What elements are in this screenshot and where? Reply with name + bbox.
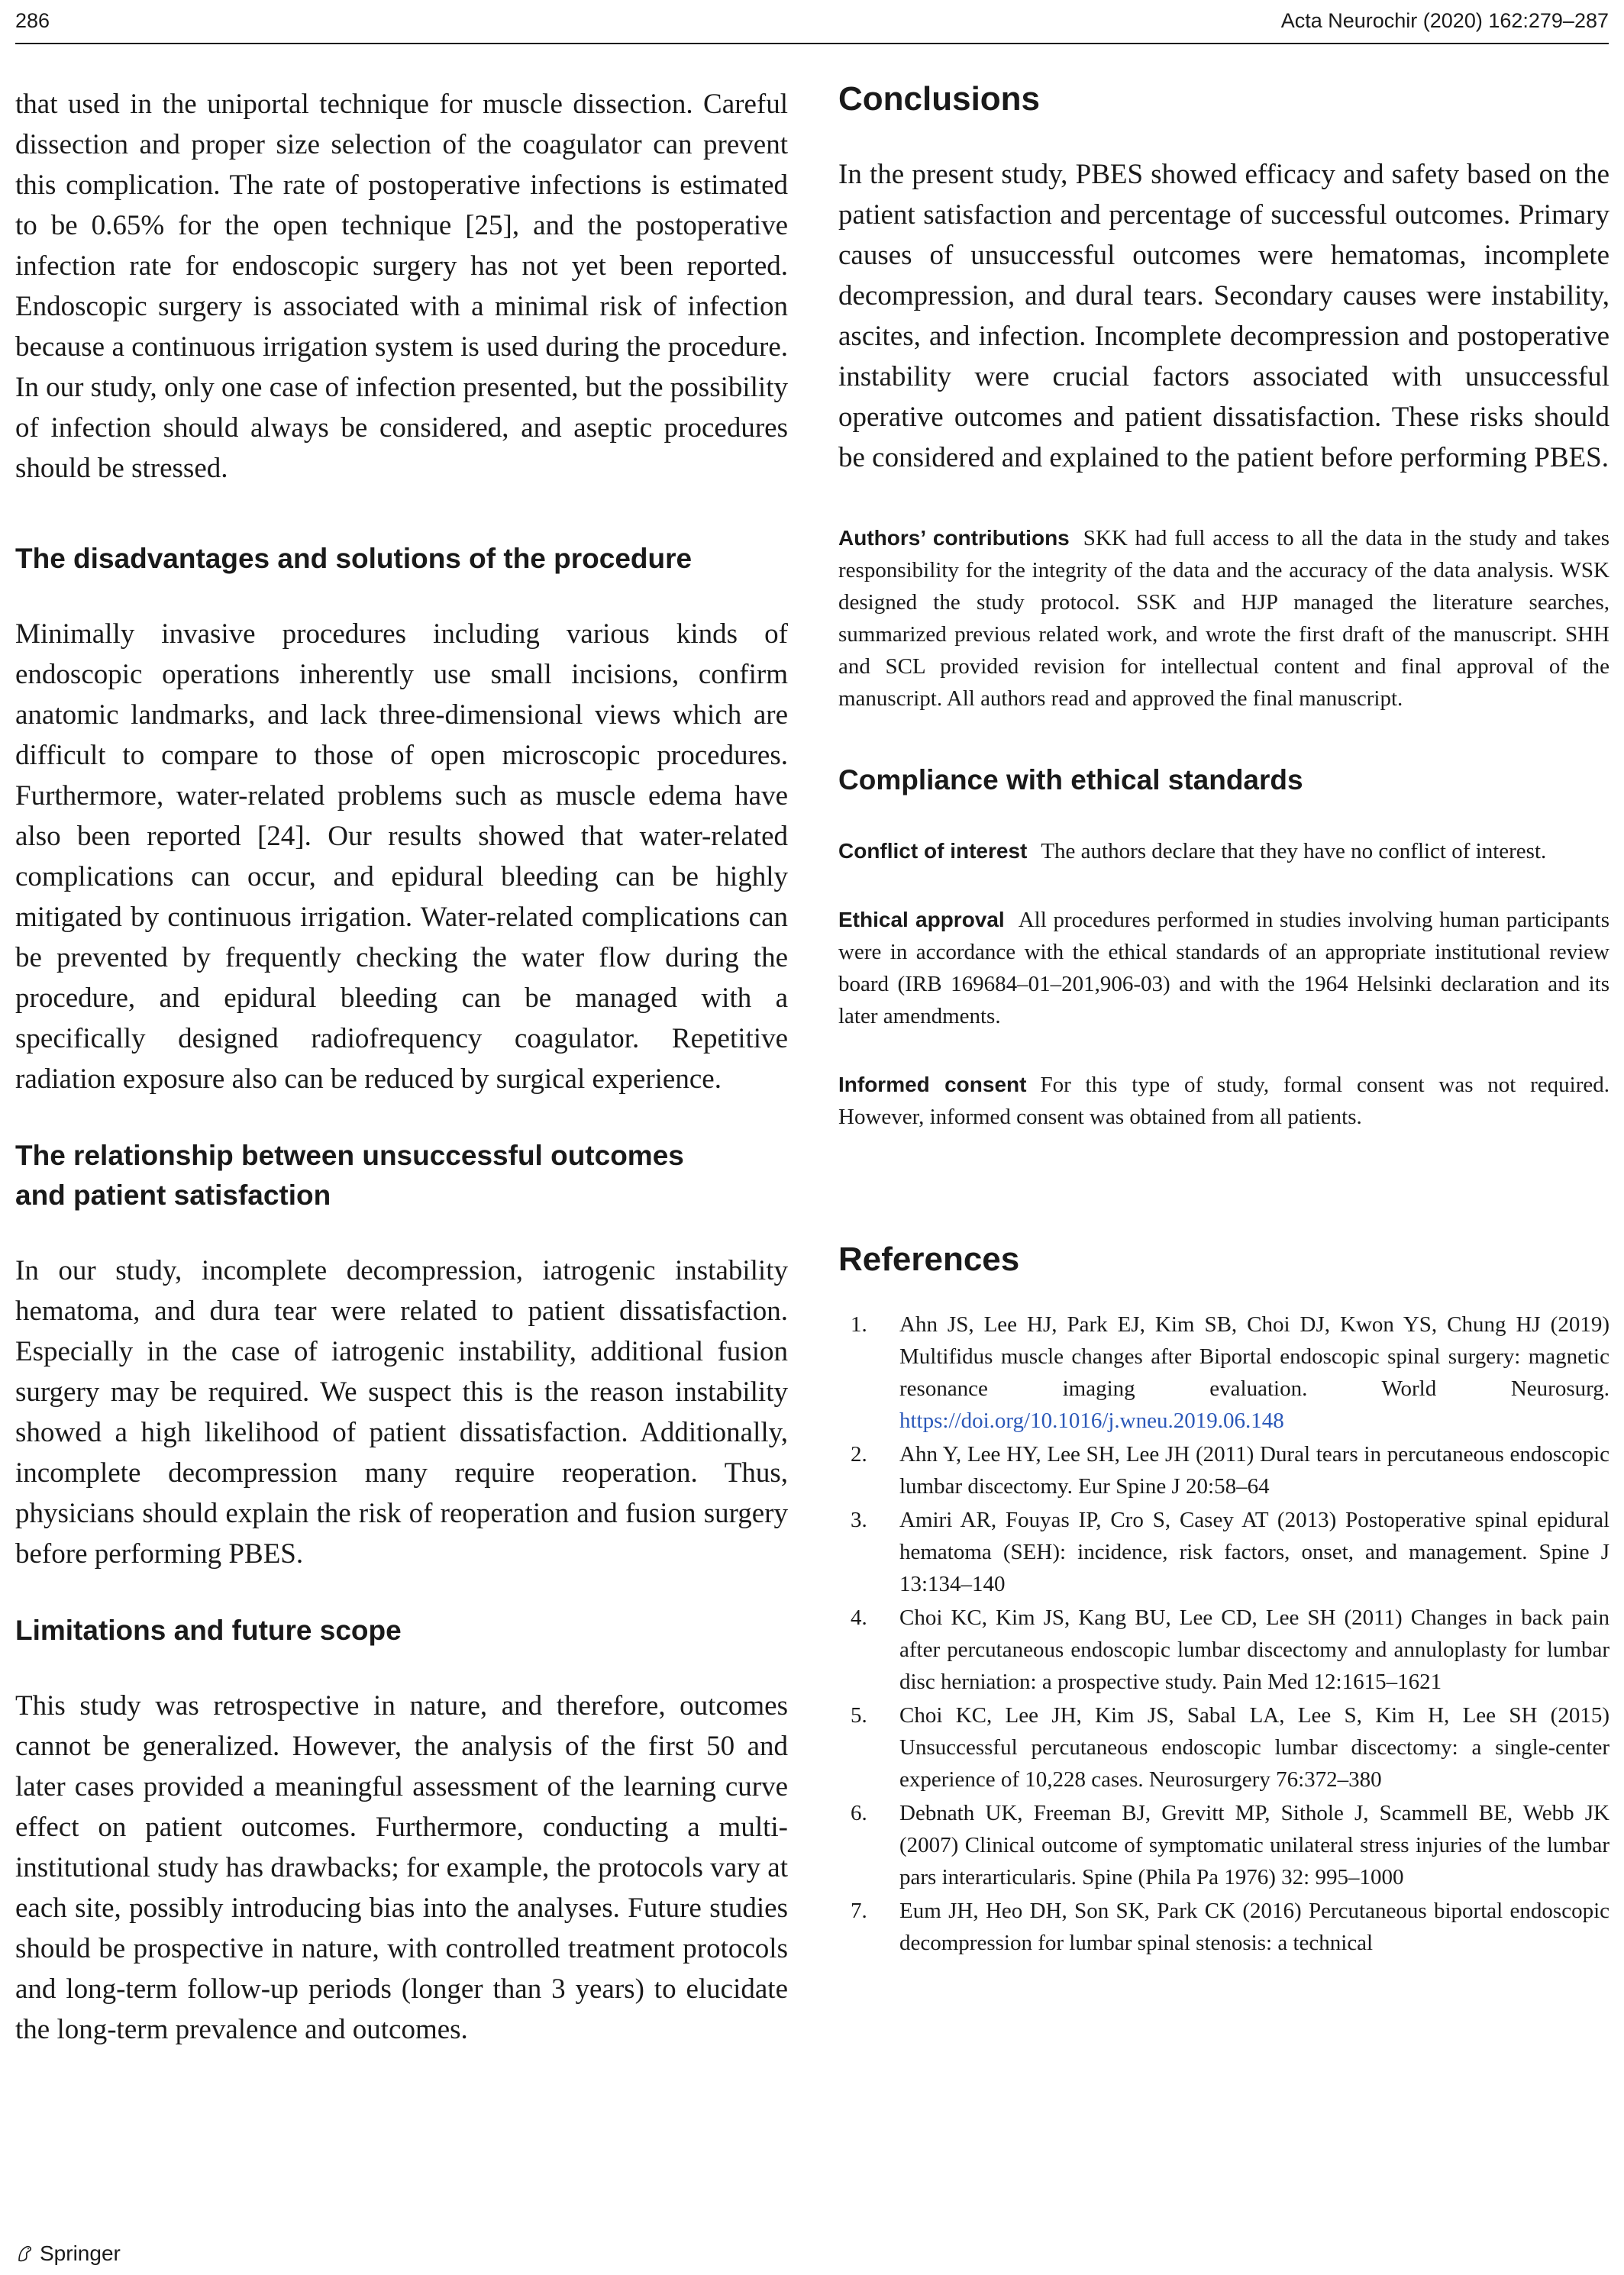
contrib-lead: Authors’ contributions bbox=[838, 526, 1070, 550]
reference-doi-link[interactable]: https://doi.org/10.1016/j.wneu.2019.06.148 bbox=[899, 1409, 1284, 1433]
paragraph-disadvantages: Minimally invasive procedures including various kinds of endoscopic operations inherently use small incisions, confirm anatomic landmarks, and lack three-dimensional views which are difficult to compare to those of open microscopic procedures. Furthermore, water-related problems such as muscle edema have also been reported [24]. Our results showed that water-related complications can occur, and epidural bleeding can be highly mitigated by continuous irrigation. Water-related complications can be prevented by frequently checking the water flow during the procedure, and epidural bleeding can be managed with a specifically designed radiofrequency coagulator. Repetitive radiation exposure also can be reduced by surgical experience. bbox=[15, 618, 788, 1095]
heading-line-2: and patient satisfaction bbox=[15, 1179, 331, 1211]
running-header bbox=[15, 0, 1609, 44]
paragraph-infection: that used in the uniportal technique for muscle dissection. Careful dissection and proper size selection of the coagulator can prevent this complication. The rate of postoperative infections is estimated to be 0.65% for the open technique [25], and the postoperative infection rate for endoscopic surgery has not yet been reported. Endoscopic surgery is associated with a minimal risk of infection because a continuous irrigation system is used during the procedure. In our study, only one case of infection presented, but the possibility of infection should always be considered, and aseptic procedures should be stressed. bbox=[15, 89, 788, 484]
reference-item bbox=[838, 1602, 1609, 1698]
header-rule bbox=[15, 43, 1609, 44]
publisher-name: Springer bbox=[40, 2241, 121, 2265]
reference-item bbox=[838, 1699, 1609, 1796]
springer-logo-icon bbox=[15, 2244, 35, 2264]
reference-number: 6. bbox=[851, 1801, 867, 1825]
paragraph-relationship: In our study, incomplete decompression, iatrogenic instability hematoma, and dura tear were related to patient dissatisfaction. Especially in the case of iatrogenic instability, additional fusion surgery may be required. We suspect this is the reason instability showed a high likelihood of patient dissatisfaction. Additionally, incomplete decompression many require reoperation. Thus, physicians should explain the risk of reoperation and fusion surgery before performing PBES. bbox=[15, 1255, 788, 1570]
reference-text: Choi KC, Kim JS, Kang BU, Lee CD, Lee SH (2011) Changes in back pain after percutaneous endoscopic lumbar discectomy and annuloplasty for lumbar disc herniation: a prospective study. Pain Med 12:1615–1621 bbox=[899, 1605, 1609, 1694]
left-column bbox=[15, 84, 788, 2050]
conflict-of-interest bbox=[838, 835, 1609, 867]
informed-consent bbox=[838, 1069, 1609, 1133]
reference-item bbox=[838, 1895, 1609, 1959]
authors-contributions bbox=[838, 522, 1609, 715]
reference-text: Debnath UK, Freeman BJ, Grevitt MP, Sithole J, Scammell BE, Webb JK (2007) Clinical outcome of symptomatic unilateral stress injuries of the lumbar pars interarticularis. Spine (Phila Pa 1976) 32: 995–1000 bbox=[899, 1801, 1609, 1889]
reference-number: 5. bbox=[851, 1703, 867, 1728]
right-column bbox=[838, 80, 1610, 1960]
reference-number: 4. bbox=[851, 1605, 867, 1630]
consent-text: For this type of study, formal consent was not required. However, informed consent was obtained from all patients. bbox=[838, 1073, 1610, 1129]
section-heading-limitations: Limitations and future scope bbox=[15, 1615, 402, 1646]
reference-text: Ahn Y, Lee HY, Lee SH, Lee JH (2011) Dural tears in percutaneous endoscopic lumbar discectomy. Eur Spine J 20:58–64 bbox=[899, 1442, 1609, 1499]
ethics-lead: Ethical approval bbox=[838, 908, 1005, 931]
reference-text: Amiri AR, Fouyas IP, Cro S, Casey AT (2013) Postoperative spinal epidural hematoma (SEH): incidence, risk factors, onset, and management. Spine J 13:134–140 bbox=[899, 1508, 1609, 1596]
reference-number: 7. bbox=[851, 1899, 867, 1923]
reference-number: 2. bbox=[851, 1442, 867, 1467]
reference-number: 1. bbox=[851, 1312, 867, 1337]
reference-item bbox=[838, 1309, 1609, 1437]
ethical-approval bbox=[838, 904, 1609, 1032]
heading-line-1: The relationship between unsuccessful outcomes bbox=[15, 1140, 684, 1171]
publisher-footer bbox=[15, 2241, 121, 2266]
reference-item bbox=[838, 1504, 1609, 1600]
paragraph-limitations: This study was retrospective in nature, and therefore, outcomes cannot be generalized. However, the analysis of the first 50 and later cases provided a meaningful assessment of the learning curve effect on patient outcomes. Furthermore, conducting a multi-institutional study has drawbacks; for example, the protocols vary at each site, possibly introducing bias into the analyses. Future studies should be prospective in nature, with controlled treatment protocols and long-term follow-up periods (longer than 3 years) to elucidate the long-term prevalence and outcomes. bbox=[15, 1690, 788, 2045]
section-heading-references: References bbox=[838, 1241, 1020, 1278]
consent-lead: Informed consent bbox=[838, 1073, 1027, 1096]
section-heading-disadvantages: The disadvantages and solutions of the procedure bbox=[15, 543, 693, 574]
reference-item bbox=[838, 1438, 1609, 1502]
contrib-text: SKK had full access to all the data in the study and takes responsibility for the integrity of the data and the accuracy of the data analysis. WSK designed the study protocol. SSK and HJP managed the literature searches, summarized previous related work, and wrote the first draft of the manuscript. SHH and SCL provided revision for intellectual content and final approval of the manuscript. All authors read and approved the final manuscript. bbox=[838, 526, 1609, 711]
paragraph-conclusions: In the present study, PBES showed efficacy and safety based on the patient satisfaction and percentage of successful outcomes. Primary causes of unsuccessful outcomes were hematomas, incomplete decompression, and dural tears. Secondary causes were instability, ascites, and infection. Incomplete decompression and postoperative instability were crucial factors associated with unsuccessful operative outcomes and patient dissatisfaction. These risks should be considered and explained to the patient before performing PBES. bbox=[838, 159, 1609, 473]
section-heading-relationship bbox=[15, 1136, 788, 1215]
reference-list bbox=[838, 1309, 1609, 1959]
reference-text: Choi KC, Lee JH, Kim JS, Sabal LA, Lee S, Kim H, Lee SH (2015) Unsuccessful percutaneous endoscopic lumbar discectomy: a single-center experience of 10,228 cases. Neurosurgery 76:372–380 bbox=[899, 1703, 1609, 1792]
conflict-lead: Conflict of interest bbox=[838, 839, 1028, 863]
section-heading-compliance: Compliance with ethical standards bbox=[838, 764, 1303, 795]
section-heading-conclusions: Conclusions bbox=[838, 80, 1041, 118]
reference-number: 3. bbox=[851, 1508, 867, 1532]
reference-text: Eum JH, Heo DH, Son SK, Park CK (2016) Percutaneous biportal endoscopic decompression for lumbar spinal stenosis: a technical bbox=[899, 1899, 1609, 1955]
reference-text: Ahn JS, Lee HJ, Park EJ, Kim SB, Choi DJ, Kwon YS, Chung HJ (2019) Multifidus muscle changes after Biportal endoscopic spinal surgery: magnetic resonance imaging evaluation. World Neurosurg. bbox=[899, 1312, 1609, 1401]
page-number: 286 bbox=[15, 9, 50, 32]
journal-citation: Acta Neurochir (2020) 162:279–287 bbox=[1280, 9, 1609, 32]
conflict-text: The authors declare that they have no conflict of interest. bbox=[1041, 839, 1547, 863]
ethics-text: All procedures performed in studies involving human participants were in accordance with the ethical standards of an appropriate institutional review board (IRB 169684–01–201,906-03) and with the 1964 Helsinki declaration and its later amendments. bbox=[838, 908, 1609, 1028]
reference-item bbox=[838, 1797, 1609, 1893]
